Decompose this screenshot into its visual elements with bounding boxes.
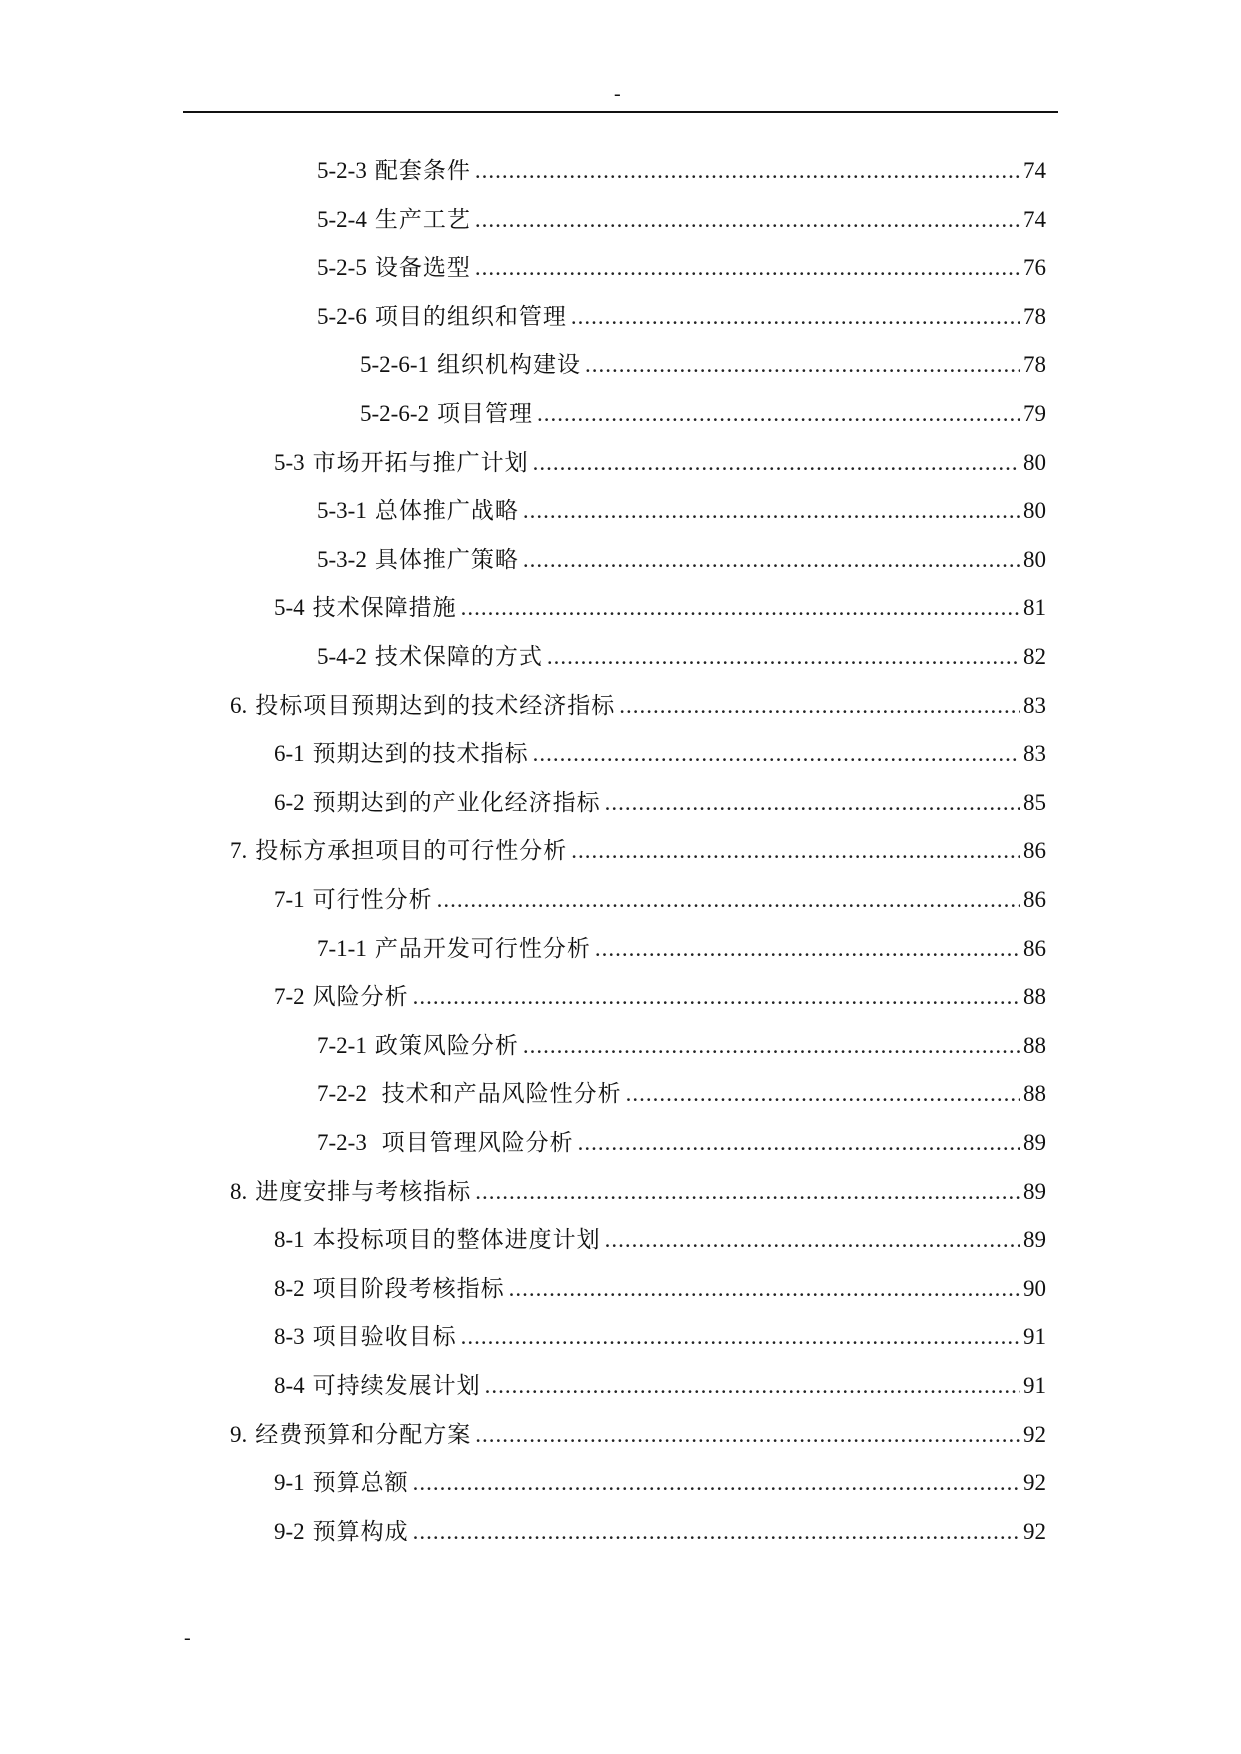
toc-dot-leader xyxy=(523,1031,1020,1061)
toc-entry-page: 92 xyxy=(1023,1518,1046,1544)
toc-entry-page: 83 xyxy=(1023,741,1046,767)
toc-entry-number: 7-2 xyxy=(274,984,305,1010)
toc-entry-title: 项目阶段考核指标 xyxy=(312,1275,505,1301)
toc-entry-number: 7. xyxy=(230,838,248,864)
toc-entry-title: 产品开发可行性分析 xyxy=(374,935,591,961)
toc-entry-title: 具体推广策略 xyxy=(374,546,519,572)
toc-entry-page: 78 xyxy=(1023,352,1046,378)
toc-entry-page: 81 xyxy=(1023,595,1046,621)
toc-entry-title: 预期达到的产业化经济指标 xyxy=(312,789,601,815)
toc-entry-number: 7-2-1 xyxy=(317,1032,367,1058)
toc-entry-number: 5-4 xyxy=(274,595,305,621)
toc-dot-leader xyxy=(571,302,1020,332)
toc-entry-page: 80 xyxy=(1023,449,1046,475)
toc-entry[interactable] xyxy=(230,836,1046,866)
header-mark: - xyxy=(614,83,621,105)
toc-entry-page: 80 xyxy=(1023,498,1046,524)
toc-dot-leader xyxy=(578,1128,1020,1158)
toc-dot-leader xyxy=(595,934,1020,964)
toc-entry-number: 8-1 xyxy=(274,1227,305,1253)
toc-entry-page: 92 xyxy=(1023,1470,1046,1496)
toc-entry-title: 经费预算和分配方案 xyxy=(255,1421,472,1447)
toc-entry-page: 88 xyxy=(1023,1032,1046,1058)
toc-dot-leader xyxy=(571,836,1020,866)
toc-dot-leader xyxy=(619,691,1020,721)
toc-entry[interactable] xyxy=(230,1420,1046,1450)
toc-entry[interactable] xyxy=(360,350,1046,380)
toc-entry-title: 投标项目预期达到的技术经济指标 xyxy=(255,692,616,718)
toc-entry-title: 政策风险分析 xyxy=(374,1032,519,1058)
toc-entry[interactable] xyxy=(274,739,1046,769)
footer-mark: - xyxy=(184,1627,191,1649)
toc-entry-number: 9-1 xyxy=(274,1470,305,1496)
toc-entry[interactable] xyxy=(274,1274,1046,1304)
toc-entry-title: 技术保障的方式 xyxy=(374,644,543,669)
toc-entry-number: 8-4 xyxy=(274,1373,305,1398)
toc-dot-leader xyxy=(537,399,1020,429)
toc-entry-page: 86 xyxy=(1023,838,1046,864)
toc-entry-number: 5-3 xyxy=(274,449,305,475)
toc-dot-leader xyxy=(413,982,1020,1012)
toc-entry-number: 7-1 xyxy=(274,887,305,912)
toc-dot-leader xyxy=(475,1177,1020,1207)
toc-dot-leader xyxy=(533,739,1020,769)
toc-entry-page: 88 xyxy=(1023,984,1046,1010)
toc-entry-title: 项目管理风险分析 xyxy=(374,1130,574,1155)
toc-dot-leader xyxy=(605,1225,1020,1255)
toc-entry[interactable] xyxy=(274,593,1046,623)
toc-entry-number: 6-1 xyxy=(274,741,305,767)
toc-entry-page: 90 xyxy=(1023,1275,1046,1301)
toc-entry-title: 技术保障措施 xyxy=(312,595,457,621)
toc-entry-title: 风险分析 xyxy=(312,984,409,1010)
toc-entry-title: 设备选型 xyxy=(374,255,471,281)
toc-dot-leader xyxy=(437,885,1020,915)
toc-dot-leader xyxy=(413,1517,1020,1547)
toc-entry-number: 6. xyxy=(230,692,248,718)
toc-entry-page: 85 xyxy=(1023,789,1046,815)
toc-entry[interactable] xyxy=(274,788,1046,818)
toc-entry-number: 8. xyxy=(230,1178,248,1204)
toc-entry-title: 技术和产品风险性分析 xyxy=(374,1081,622,1107)
toc-entry-page: 78 xyxy=(1023,303,1046,329)
toc-entry-title: 预期达到的技术指标 xyxy=(312,741,529,767)
toc-entry-number: 5-2-3 xyxy=(317,158,367,183)
toc-entry[interactable] xyxy=(274,1322,1046,1352)
toc-dot-leader xyxy=(605,788,1020,818)
toc-dot-leader xyxy=(523,496,1020,526)
toc-entry-number: 7-1-1 xyxy=(317,935,367,961)
toc-entry[interactable] xyxy=(317,302,1046,332)
toc-entry-number: 8-2 xyxy=(274,1275,305,1301)
toc-entry[interactable] xyxy=(317,1079,1046,1109)
header-rule xyxy=(183,111,1058,113)
toc-dot-leader xyxy=(475,253,1020,283)
toc-entry-title: 本投标项目的整体进度计划 xyxy=(312,1227,601,1253)
toc-entry-number: 6-2 xyxy=(274,789,305,815)
toc-entry-page: 79 xyxy=(1023,401,1046,426)
toc-entry[interactable] xyxy=(317,545,1046,575)
toc-entry-number: 5-3-2 xyxy=(317,546,367,572)
toc-entry-number: 9. xyxy=(230,1421,248,1447)
toc-entry-page: 89 xyxy=(1023,1130,1046,1155)
toc-entry-title: 预算总额 xyxy=(312,1470,409,1496)
toc-entry-number: 5-3-1 xyxy=(317,498,367,524)
toc-dot-leader xyxy=(461,1322,1020,1352)
toc-entry[interactable] xyxy=(317,205,1046,235)
toc-entry[interactable] xyxy=(317,934,1046,964)
toc-dot-leader xyxy=(523,545,1020,575)
toc-entry-title: 配套条件 xyxy=(374,158,471,183)
toc-entry[interactable] xyxy=(317,156,1046,186)
toc-entry[interactable] xyxy=(360,399,1046,429)
toc-dot-leader xyxy=(475,156,1020,186)
toc-entry-page: 82 xyxy=(1023,644,1046,669)
toc-entry-number: 8-3 xyxy=(274,1324,305,1350)
toc-entry[interactable] xyxy=(230,1177,1046,1207)
toc-entry[interactable] xyxy=(274,885,1046,915)
toc-entry-title: 项目的组织和管理 xyxy=(374,303,567,329)
toc-entry-page: 80 xyxy=(1023,546,1046,572)
toc-entry-page: 91 xyxy=(1023,1373,1046,1398)
toc-entry-number: 5-2-6-2 xyxy=(360,401,429,426)
toc-dot-leader xyxy=(413,1468,1020,1498)
toc-entry-title: 总体推广战略 xyxy=(374,498,519,524)
toc-entry-page: 74 xyxy=(1023,158,1046,183)
toc-entry-page: 86 xyxy=(1023,935,1046,961)
toc-entry-page: 89 xyxy=(1023,1227,1046,1253)
toc-entry-page: 92 xyxy=(1023,1421,1046,1447)
toc-entry-page: 74 xyxy=(1023,206,1046,232)
toc-entry[interactable] xyxy=(317,496,1046,526)
toc-entry-title: 投标方承担项目的可行性分析 xyxy=(255,838,568,864)
toc-dot-leader xyxy=(461,593,1020,623)
toc-entry-title: 预算构成 xyxy=(312,1518,409,1544)
toc-entry-title: 生产工艺 xyxy=(374,206,471,232)
toc-dot-leader xyxy=(626,1079,1020,1109)
toc-dot-leader xyxy=(585,350,1020,380)
toc-entry[interactable] xyxy=(317,253,1046,283)
toc-entry[interactable] xyxy=(274,1517,1046,1547)
toc-dot-leader xyxy=(475,1420,1020,1450)
toc-entry-title: 可行性分析 xyxy=(312,887,433,912)
toc-entry-number: 5-2-6 xyxy=(317,303,367,329)
toc-entry-number: 5-2-6-1 xyxy=(360,352,429,378)
toc-entry-number: 5-2-4 xyxy=(317,206,367,232)
toc-entry[interactable] xyxy=(274,1371,1046,1401)
toc-entry[interactable] xyxy=(317,1128,1046,1158)
toc-entry-title: 组织机构建设 xyxy=(436,352,581,378)
toc-entry-title: 可持续发展计划 xyxy=(312,1373,481,1398)
toc-entry-page: 88 xyxy=(1023,1081,1046,1107)
toc-entry[interactable] xyxy=(274,982,1046,1012)
toc-entry-title: 进度安排与考核指标 xyxy=(255,1178,472,1204)
toc-entry-page: 76 xyxy=(1023,255,1046,281)
toc-dot-leader xyxy=(485,1371,1020,1401)
toc-entry-number: 5-2-5 xyxy=(317,255,367,281)
toc-entry[interactable] xyxy=(317,642,1046,672)
toc-entry-page: 91 xyxy=(1023,1324,1046,1350)
toc-entry[interactable] xyxy=(317,1031,1046,1061)
toc-entry-title: 市场开拓与推广计划 xyxy=(312,449,529,475)
toc-entry-number: 7-2-2 xyxy=(317,1081,367,1107)
toc-dot-leader xyxy=(547,642,1020,672)
toc-entry-number: 5-4-2 xyxy=(317,644,367,669)
toc-dot-leader xyxy=(533,448,1020,478)
toc-entry-page: 86 xyxy=(1023,887,1046,912)
toc-entry-page: 83 xyxy=(1023,692,1046,718)
toc-entry[interactable] xyxy=(274,1225,1046,1255)
toc-dot-leader xyxy=(475,205,1020,235)
toc-entry-title: 项目验收目标 xyxy=(312,1324,457,1350)
toc-entry[interactable] xyxy=(230,691,1046,721)
toc-entry-page: 89 xyxy=(1023,1178,1046,1204)
toc-entry[interactable] xyxy=(274,448,1046,478)
toc-entry-number: 7-2-3 xyxy=(317,1130,367,1155)
toc-entry-number: 9-2 xyxy=(274,1518,305,1544)
toc-entry-title: 项目管理 xyxy=(436,401,533,426)
toc-dot-leader xyxy=(509,1274,1020,1304)
toc-entry[interactable] xyxy=(274,1468,1046,1498)
